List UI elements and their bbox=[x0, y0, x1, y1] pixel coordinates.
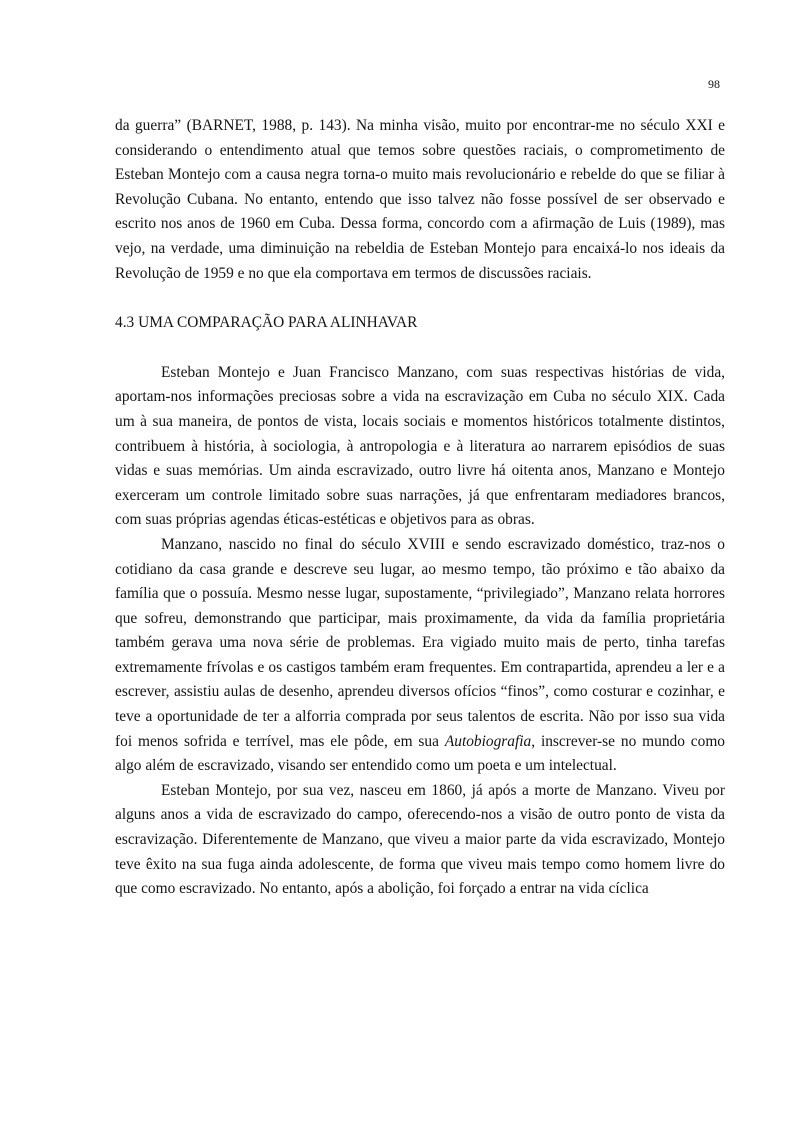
paragraph-manzano-text-b: , inscrever-se no mundo como algo além de escravizado, visando ser entendido como um poeta e um intelectual. bbox=[115, 732, 725, 775]
autobiografia-title: Autobiografia bbox=[444, 732, 532, 750]
paragraph-manzano-text-a: Manzano, nascido no final do século XVIII e sendo escravizado doméstico, traz-nos o cotidiano da casa grande e descreve seu lugar, ao mesmo tempo, tão próximo e tão abaixo da família que o possuía. Mesmo nesse lugar, supostamente, “privilegiado”, Manzano relata horrores que sofreu, demonstrando que participar, mais proximamente, da vida da família proprietária também gerava uma nova série de problemas. Era vigiado muito mais de perto, tinha tarefas extremamente frívolas e os castigos também eram frequentes. Em contrapartida, aprendeu a ler e a escrever, assistiu aulas de desenho, aprendeu diversos ofícios “finos”, como costurar e cozinhar, e teve a oportunidade de ter a alforria comprada por seus talentos de escrita. Não por isso sua vida foi menos sofrida e terrível, mas ele pôde, em sua bbox=[115, 535, 725, 750]
paragraph-continuation: da guerra” (BARNET, 1988, p. 143). Na minha visão, muito por encontrar-me no século XXI e considerando o entendimento atual que temos sobre questões raciais, o comprometimento de Esteban Montejo com a causa negra torna-o muito mais revolucionário e rebelde do que se filiar à Revolução Cubana. No entanto, entendo que isso talvez não fosse possível de ser observado e escrito nos anos de 1960 em Cuba. Dessa forma, concordo com a afirmação de Luis (1989), mas vejo, na verdade, uma diminuição na rebeldia de Esteban Montejo para encaixá-lo nos ideais da Revolução de 1959 e no que ela comportava em termos de discussões raciais. bbox=[115, 117, 725, 282]
paragraph-montejo: Esteban Montejo, por sua vez, nasceu em 1860, já após a morte de Manzano. Viveu por alguns anos a vida de escravizado do campo, oferecendo-nos a visão de outro ponto de vista da escravização. Diferentemente de Manzano, que viveu a maior parte da vida escravizado, Montejo teve êxito na sua fuga ainda adolescente, de forma que viveu mais tempo como homem livre do que como escravizado. No entanto, após a abolição, foi forçado a entrar na vida cíclica bbox=[115, 781, 725, 898]
paragraph-manzano bbox=[115, 533, 725, 779]
section-heading: 4.3 UMA COMPARAÇÃO PARA ALINHAVAR bbox=[115, 314, 418, 332]
page-number: 98 bbox=[708, 77, 720, 91]
document-body bbox=[115, 114, 725, 902]
paragraph-comparison-intro: Esteban Montejo e Juan Francisco Manzano, com suas respectivas histórias de vida, aportam-nos informações preciosas sobre a vida na escravização em Cuba no século XIX. Cada um à sua maneira, de pontos de vista, locais sociais e momentos históricos totalmente distintos, contribuem à história, à sociologia, à antropologia e à literatura ao narrarem episódios de suas vidas e suas memórias. Um ainda escravizado, outro livre há oitenta anos, Manzano e Montejo exerceram um controle limitado sobre suas narrações, já que enfrentaram mediadores brancos, com suas próprias agendas éticas-estéticas e objetivos para as obras. bbox=[115, 363, 725, 529]
